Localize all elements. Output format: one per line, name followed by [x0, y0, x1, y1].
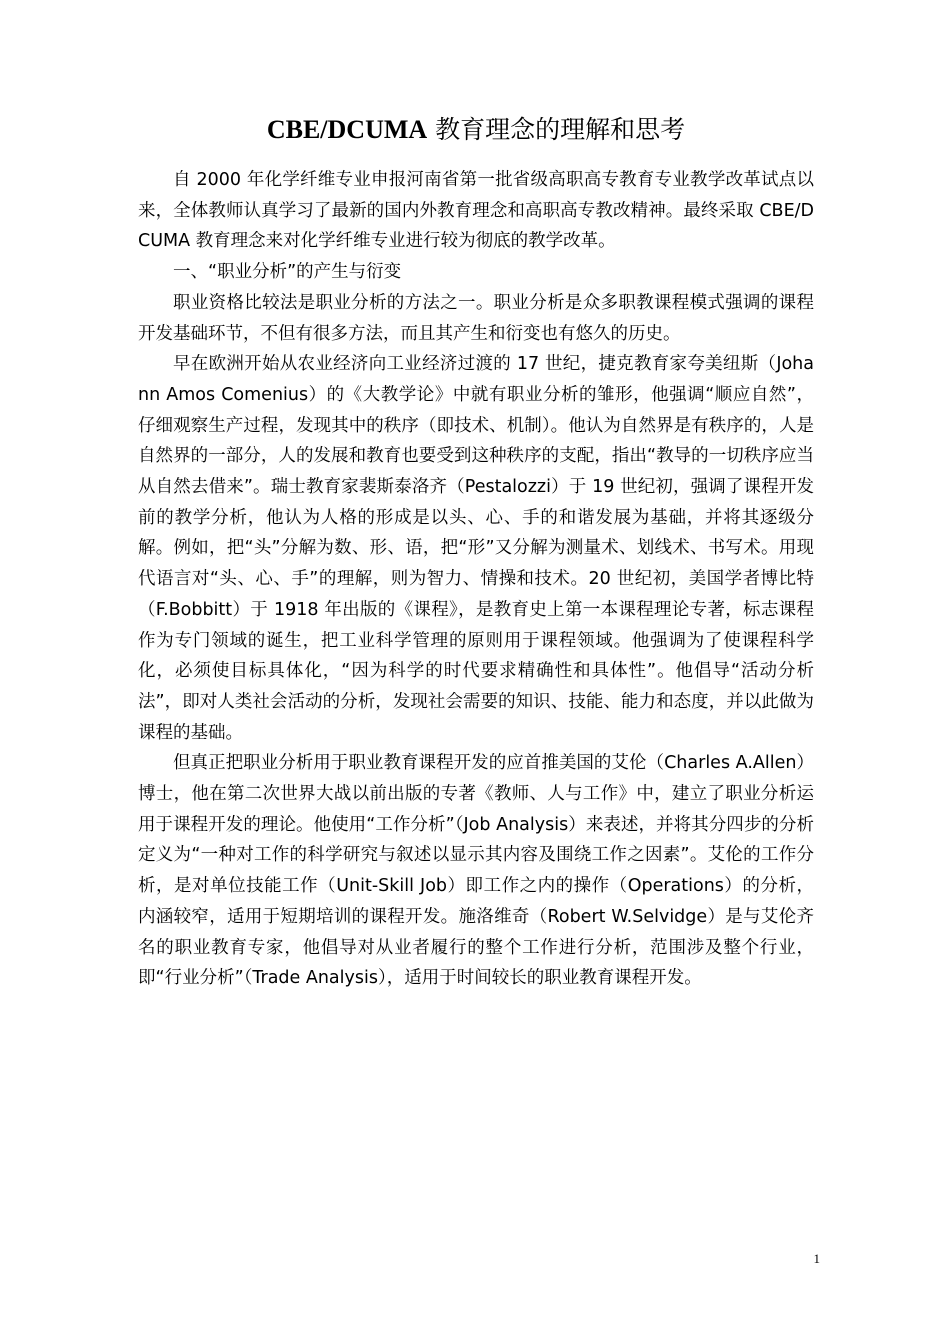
paragraph-history: 早在欧洲开始从农业经济向工业经济过渡的 17 世纪，捷克教育家夸美纽斯（Johann Amos Comenius）的《大教学论》中就有职业分析的雏形，他强调“顺应自然”，仔细观察生产过程，发现其中的秩序（即技术、机制）。他认为自然界是有秩序的，人是自然界的一部分，人的发展和教育也要受到这种秩序的支配，指出“教导的一切秩序应当从自然去借来”。瑞士教育家裴斯泰洛齐（Pestalozzi）于 19 世纪初，强调了课程开发前的教学分析，他认为人格的形成是以头、心、手的和谐发展为基础，并将其逐级分解。例如，把“头”分解为数、形、语，把“形”又分解为测量术、划线术、书写术。用现代语言对“头、心、手”的理解，则为智力、情操和技术。20 世纪初，美国学者博比特（F.Bobbitt）于 1918 年出版的《课程》，是教育史上第一本课程理论专著，标志课程作为专门领域的诞生，把工业科学管理的原则用于课程领域。他强调为了使课程科学化，必须使目标具体化，“因为科学的时代要求精确性和具体性”。他倡导“活动分析法”，即对人类社会活动的分析，发现社会需要的知识、技能、能力和态度，并以此做为课程的基础。: [138, 354, 814, 743]
paragraph-intro: 自 2000 年化学纤维专业申报河南省第一批省级高职高专教育专业教学改革试点以来，全体教师认真学习了最新的国内外教育理念和高职高专教改精神。最终采取 CBE/DCUMA 教育理念来对化学纤维专业进行较为彻底的教学改革。: [138, 170, 814, 252]
section-heading: 一、“职业分析”的产生与衍变: [173, 262, 402, 283]
page-number: 1: [813, 1251, 820, 1266]
paragraph-career-analysis: 职业资格比较法是职业分析的方法之一。职业分析是众多职教课程模式强调的课程开发基础环节，不但有很多方法，而且其产生和衍变也有悠久的历史。: [138, 292, 814, 344]
title-latin: CBE/DCUMA: [266, 115, 428, 144]
paragraph-allen: 但真正把职业分析用于职业教育课程开发的应首推美国的艾伦（Charles A.Allen）博士，他在第二次世界大战以前出版的专著《教师、人与工作》中，建立了职业分析运用于课程开发的理论。他使用“工作分析”（Job Analysis）来表述，并将其分四步的分析定义为“一种对工作的科学研究与叙述以显示其内容及围绕工作之因素”。艾伦的工作分析，是对单位技能工作（Unit-Skill Job）即工作之内的操作（Operations）的分析，内涵较窄，适用于短期培训的课程开发。施洛维奇（Robert W.Selvidge）是与艾伦齐名的职业教育专家，他倡导对从业者履行的整个工作进行分析，范围涉及整个行业，即“行业分析”（Trade Analysis），适用于时间较长的职业教育课程开发。: [138, 753, 814, 989]
document-title: [138, 112, 814, 148]
document-body: [138, 165, 814, 994]
title-cjk: 教育理念的理解和思考: [427, 115, 686, 144]
